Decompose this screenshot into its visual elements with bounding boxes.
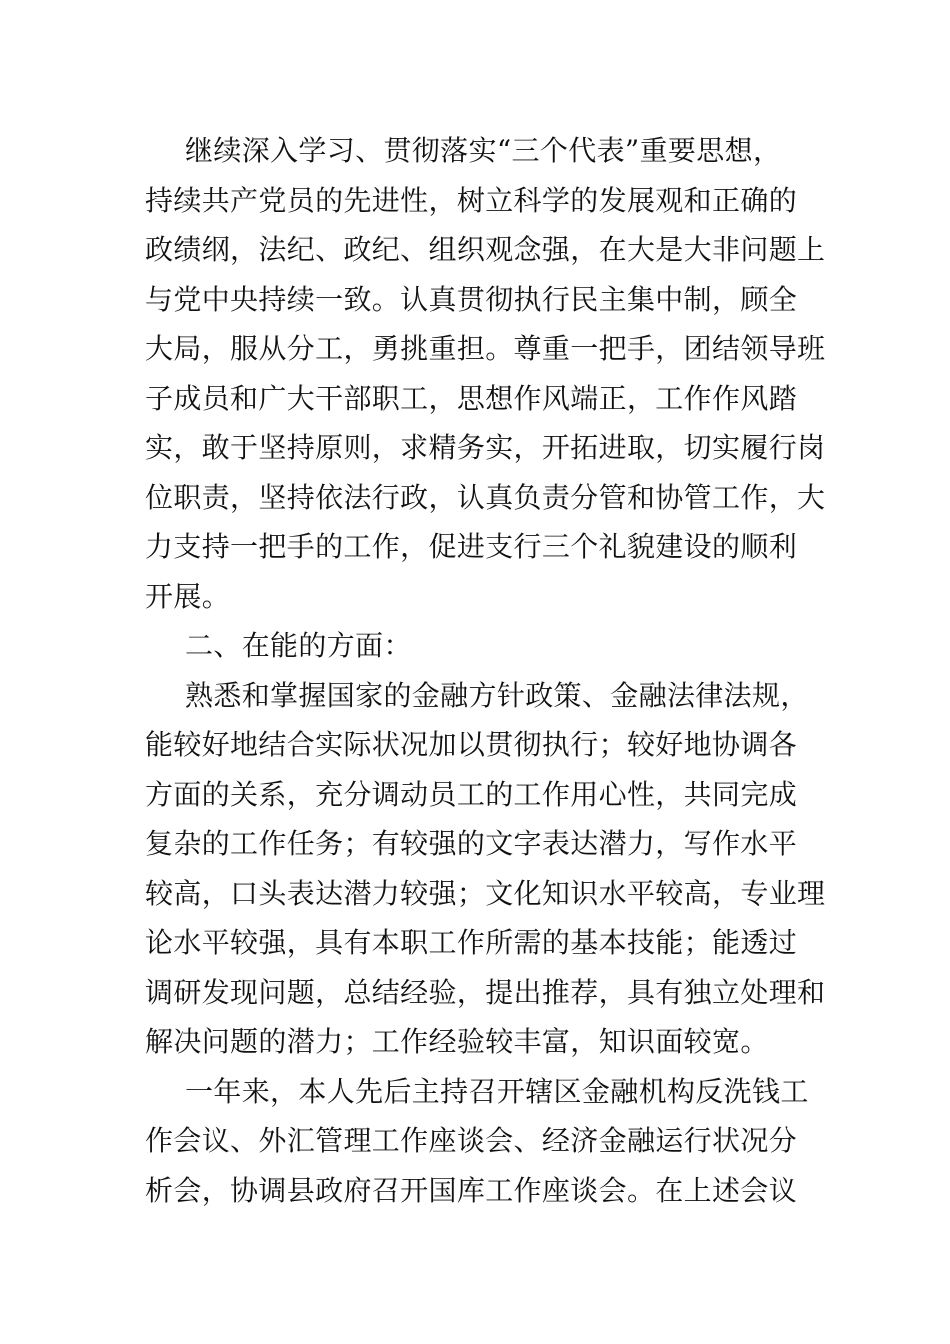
text-line: 熟悉和掌握国家的金融方针政策、金融法律法规， <box>185 678 809 712</box>
text-line: 持续共产党员的先进性，树立科学的发展观和正确的 <box>145 183 798 217</box>
text-line: 大局，服从分工，勇挑重担。尊重一把手，团结领导班 <box>145 332 826 365</box>
document-body <box>145 126 825 1215</box>
text-line: 一年来，本人先后主持召开辖区金融机构反洗钱工 <box>185 1074 809 1108</box>
text-line: 复杂的工作任务；有较强的文字表达潜力，写作水平 <box>145 827 798 860</box>
text-line: 解决问题的潜力；工作经验较丰富，知识面较宽。 <box>145 1025 769 1058</box>
text-line: 析会，协调县政府召开国库工作座谈会。在上述会议 <box>145 1173 798 1207</box>
text-line: 位职责，坚持依法行政，认真负责分管和协管工作，大 <box>145 480 826 514</box>
text-line: 论水平较强，具有本职工作所需的基本技能；能透过 <box>145 926 798 959</box>
text-line: 作会议、外汇管理工作座谈会、经济金融运行状况分 <box>145 1124 798 1157</box>
text-line: 与党中央持续一致。认真贯彻执行民主集中制，顾全 <box>145 282 798 316</box>
text-line: 能较好地结合实际状况加以贯彻执行；较好地协调各 <box>145 728 798 761</box>
text-line: 调研发现问题，总结经验，提出推荐，具有独立处理和 <box>145 975 826 1009</box>
section-heading: 二、在能的方面： <box>185 629 412 662</box>
text-line: 子成员和广大干部职工，思想作风端正，工作作风踏 <box>145 381 798 415</box>
text-line: 力支持一把手的工作，促进支行三个礼貌建设的顺利 <box>145 530 798 563</box>
text-line: 实，敢于坚持原则，求精务实，开拓进取，切实履行岗 <box>145 431 826 464</box>
text-line: 较高，口头表达潜力较强；文化知识水平较高，专业理 <box>145 876 826 910</box>
text-line: 开展。 <box>145 579 231 613</box>
text-line: 继续深入学习、贯彻落实“三个代表”重要思想， <box>185 134 782 167</box>
text-line: 方面的关系，充分调动员工的工作用心性，共同完成 <box>145 777 798 811</box>
text-line: 政绩纲，法纪、政纪、组织观念强，在大是大非问题上 <box>145 233 826 266</box>
